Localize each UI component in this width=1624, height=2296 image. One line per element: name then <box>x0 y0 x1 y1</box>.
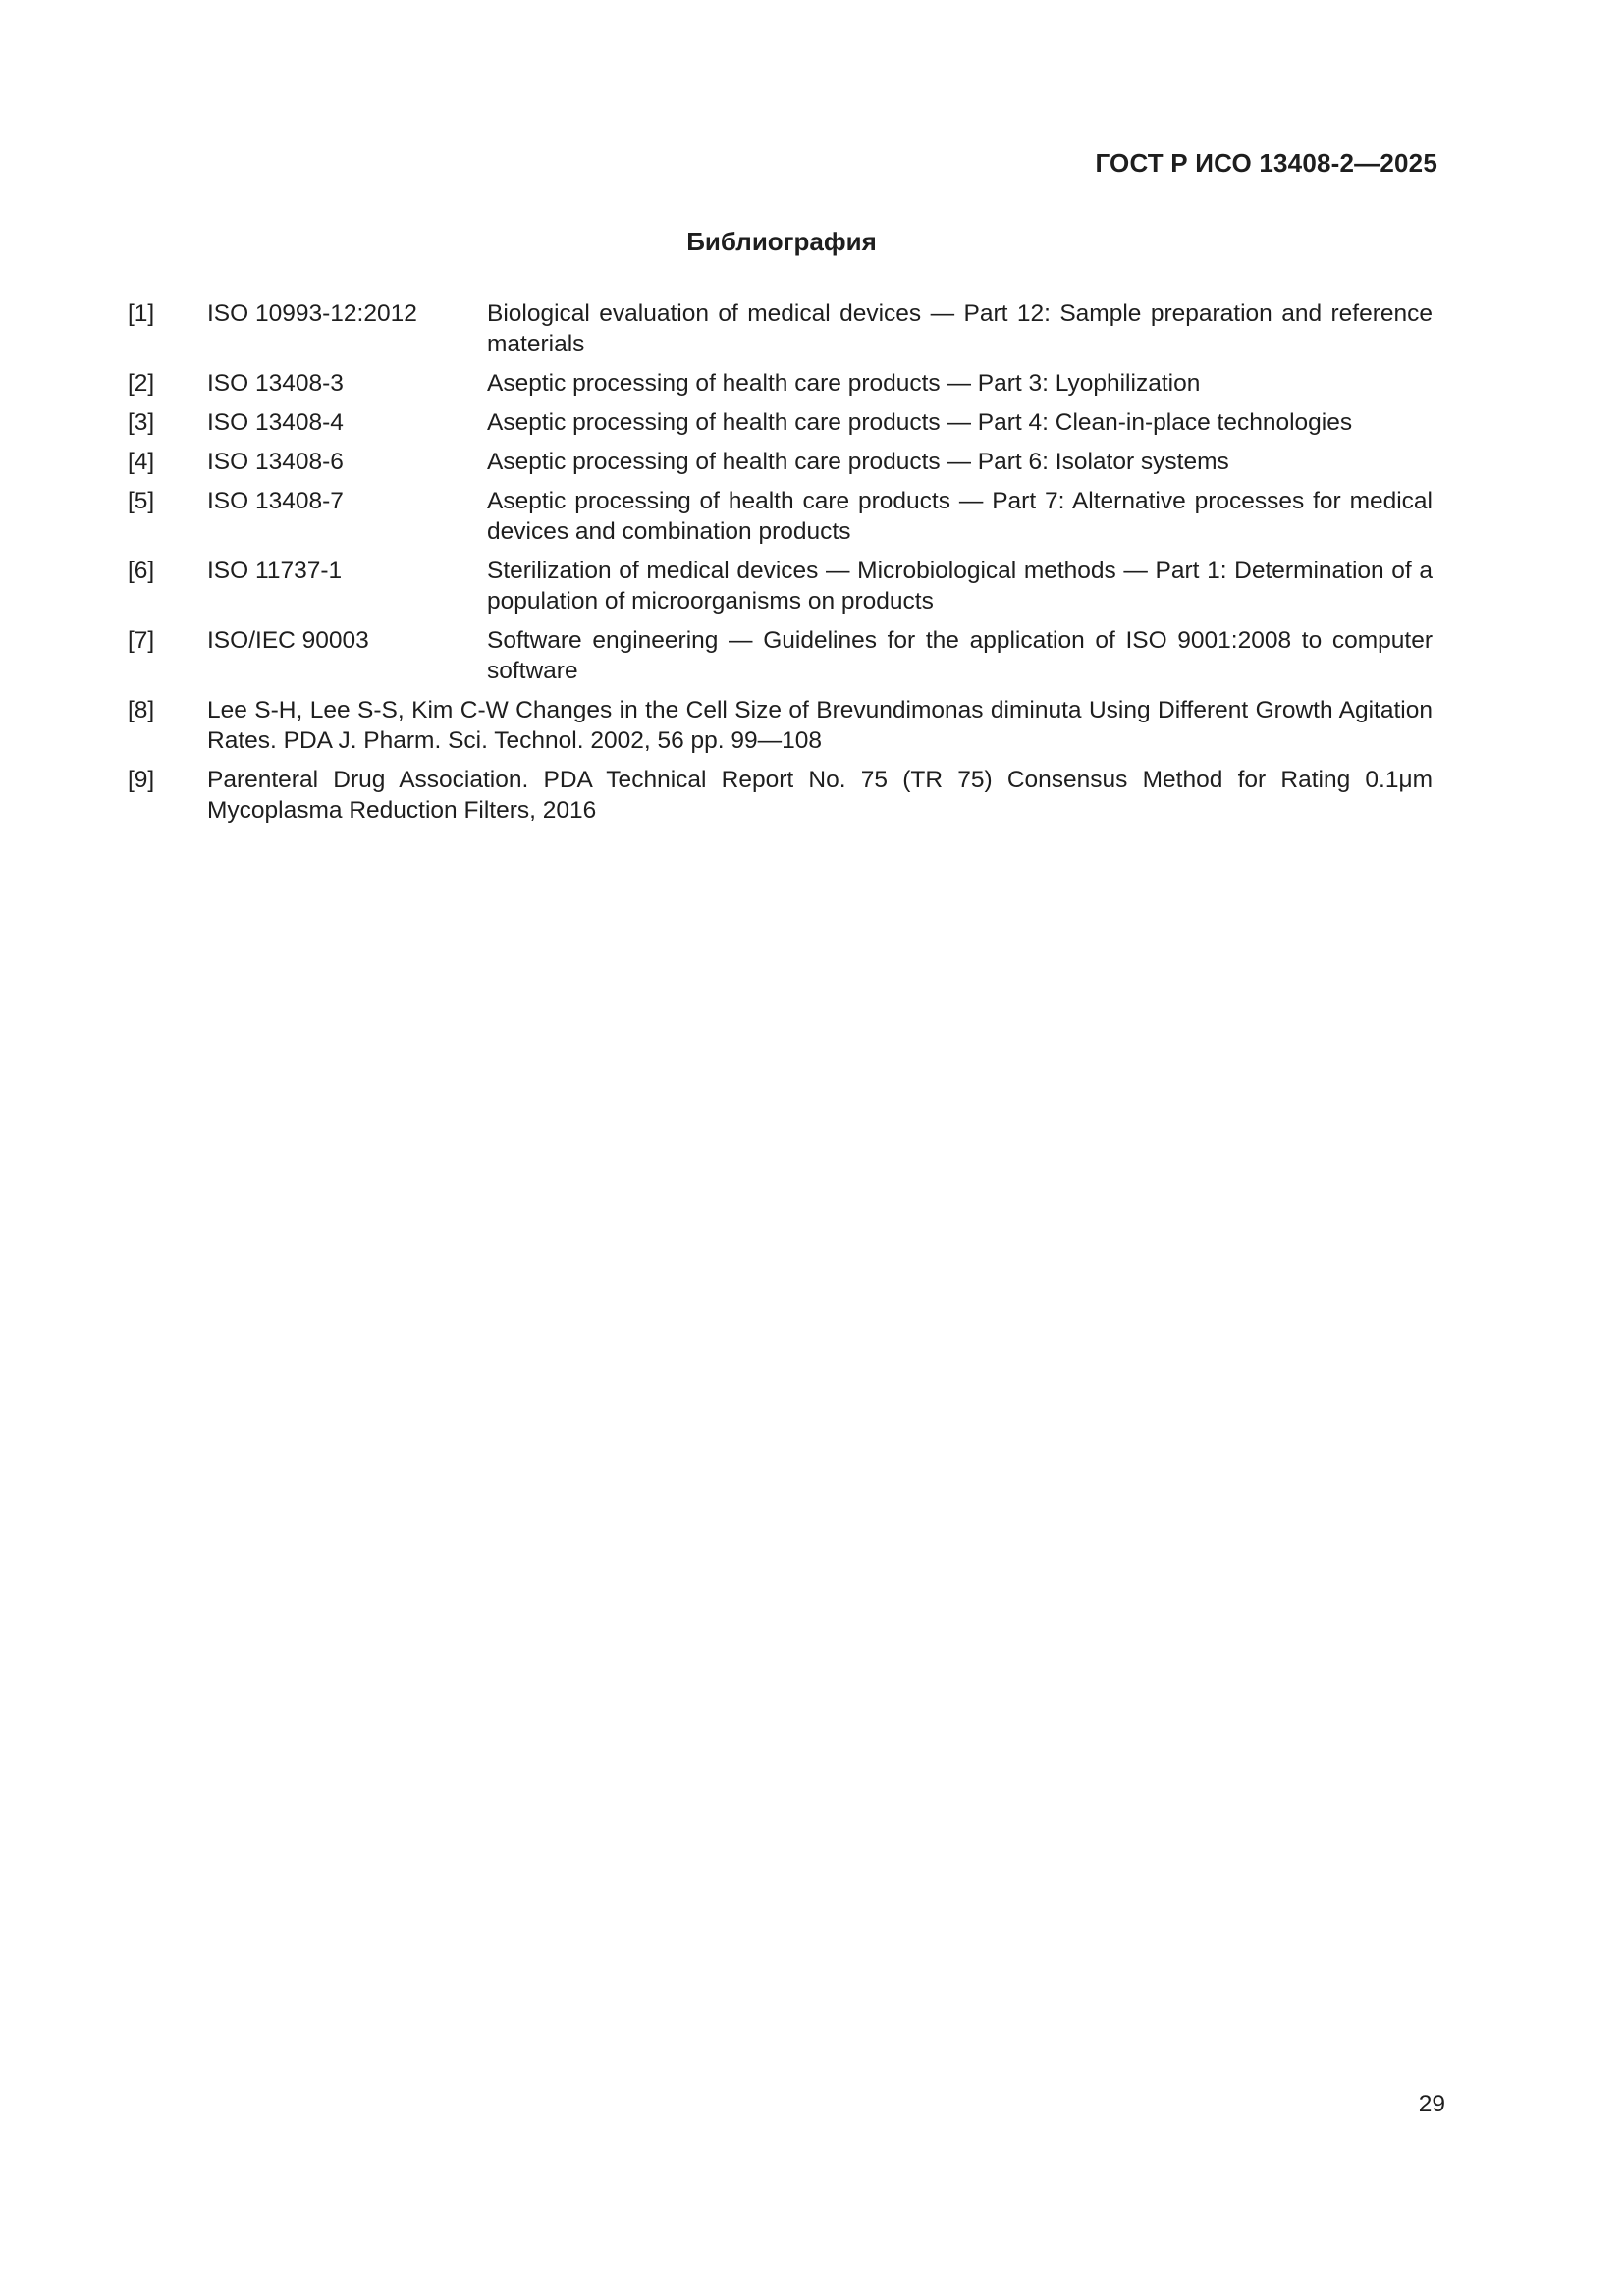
page-number: 29 <box>1418 2091 1445 2117</box>
entry-standard-code: ISO 13408-4 <box>207 409 344 436</box>
bibliography-entry <box>128 407 1433 438</box>
entry-citation: Lee S-H, Lee S-S, Kim C-W Changes in the Cell Size of Brevundimonas diminuta Using Different Growth Agitation Rates. PDA J. Pharm. Sci. Technol. 2002, 56 pp. 99—108 <box>207 697 1433 754</box>
entry-title: Biological evaluation of medical devices — Part 12: Sample preparation and reference materials <box>487 300 1433 357</box>
bibliography-entry <box>128 368 1433 399</box>
entry-standard-code: ISO 13408-3 <box>207 370 344 397</box>
bibliography-entry <box>128 298 1433 359</box>
entry-number: [4] <box>128 449 155 475</box>
entry-number: [7] <box>128 627 155 654</box>
entry-number: [6] <box>128 558 155 584</box>
entry-number: [3] <box>128 409 155 436</box>
bibliography-entry <box>128 765 1433 826</box>
entry-title: Sterilization of medical devices — Microbiological methods — Part 1: Determination of a population of microorganisms on products <box>487 558 1433 614</box>
bibliography-entry <box>128 695 1433 756</box>
entry-standard-code: ISO 11737-1 <box>207 558 343 584</box>
document-standard-id: ГОСТ Р ИСО 13408-2—2025 <box>1095 148 1437 178</box>
entry-number: [9] <box>128 767 155 793</box>
bibliography-title: Библиография <box>686 227 877 256</box>
entry-title: Aseptic processing of health care products — Part 6: Isolator systems <box>487 449 1229 475</box>
entry-standard-code: ISO 10993-12:2012 <box>207 300 417 327</box>
entry-title: Aseptic processing of health care products — Part 7: Alternative processes for medical devices and combination products <box>487 488 1433 545</box>
entry-number: [5] <box>128 488 155 514</box>
entry-title: Aseptic processing of health care products — Part 3: Lyophilization <box>487 370 1201 397</box>
entry-title: Software engineering — Guidelines for the application of ISO 9001:2008 to computer software <box>487 627 1433 684</box>
entry-number: [2] <box>128 370 155 397</box>
entry-citation: Parenteral Drug Association. PDA Technical Report No. 75 (TR 75) Consensus Method for Rating 0.1μm Mycoplasma Reduction Filters, 2016 <box>207 767 1433 824</box>
bibliography-entry <box>128 447 1433 477</box>
bibliography-list <box>128 298 1433 834</box>
entry-number: [1] <box>128 300 155 327</box>
entry-standard-code: ISO 13408-7 <box>207 488 344 514</box>
entry-standard-code: ISO 13408-6 <box>207 449 344 475</box>
bibliography-entry <box>128 486 1433 547</box>
entry-standard-code: ISO/IEC 90003 <box>207 627 369 654</box>
bibliography-entry <box>128 556 1433 616</box>
bibliography-entry <box>128 625 1433 686</box>
entry-title: Aseptic processing of health care products — Part 4: Clean-in-place technologies <box>487 409 1353 436</box>
entry-number: [8] <box>128 697 155 723</box>
